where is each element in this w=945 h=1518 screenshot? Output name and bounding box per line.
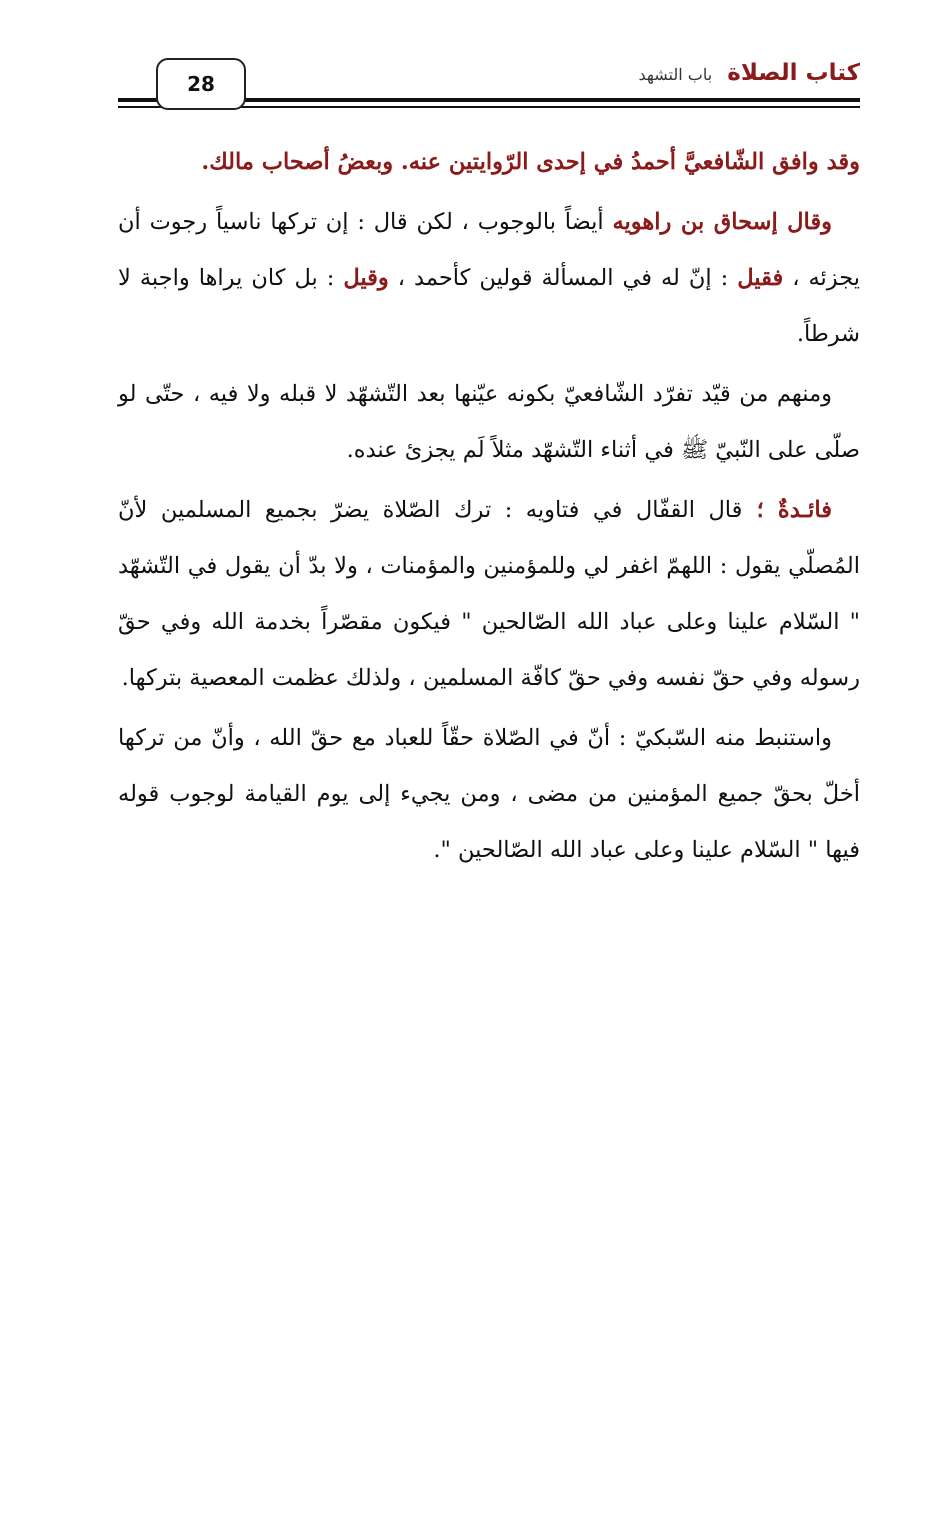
paragraph-2-lead: وقال إسحاق بن راهويه [612, 209, 832, 235]
paragraph-3: ومنهم من قيّد تفرّد الشّافعيّ بكونه عيّنها بعد التّشهّد لا قبله ولا فيه ، حتّى لو صلّى على النّبيّ ﷺ في أثناء التّشهّد مثلاً لَم يجزئ عنده. [118, 381, 860, 463]
book-title: كتاب الصلاة [727, 60, 860, 86]
paragraph-4 [118, 482, 860, 706]
paragraph-2 [118, 194, 860, 362]
keyword-faqil: فقيل [737, 265, 784, 291]
paragraph-1: وقد وافق الشّافعيَّ أحمدُ في إحدى الرّوايتين عنه. وبعضُ أصحاب مالك. [201, 149, 860, 175]
paragraph-2-part2: : إنّ له في المسألة قولين كأحمد ، [388, 265, 738, 291]
paragraph-2-part3: : بل كان يراها واجبة لا شرطاً. [118, 265, 860, 347]
body-text [118, 134, 860, 882]
page-header [118, 56, 860, 116]
page-number: 28 [156, 58, 246, 110]
header-title-area [638, 60, 860, 86]
keyword-waqil: وقيل [343, 265, 389, 291]
paragraph-5: واستنبط منه السّبكيّ : أنّ في الصّلاة حقّاً للعباد مع حقّ الله ، وأنّ من تركها أخلّ بحقّ جميع المؤمنين من مضى ، ومن يجيء إلى يوم القيامة لوجوب قوله فيها " السّلام علينا وعلى عباد الله الصّالحين ". [118, 725, 860, 863]
faida-mark: ؛ [742, 497, 778, 523]
faida-label: فائـدةٌ [777, 497, 832, 523]
chapter-title: باب التشهد [638, 65, 713, 84]
paragraph-2-part1: أيضاً بالوجوب ، لكن قال : إن تركها ناسياً رجوت أن يجزئه ، [118, 209, 861, 291]
paragraph-4-text: قال القفّال في فتاويه : ترك الصّلاة يضرّ بجميع المسلمين لأنّ المُصلّي يقول : اللهمّ اغفر لي وللمؤمنين والمؤمنات ، ولا بدّ أن يقول في التّشهّد " السّلام علينا وعلى عباد الله الصّالحين " فيكون مقصّراً بخدمة الله وفي حقّ رسوله وفي حقّ نفسه وفي حقّ كافّة المسلمين ، ولذلك عظمت المعصية بتركها. [118, 497, 860, 691]
